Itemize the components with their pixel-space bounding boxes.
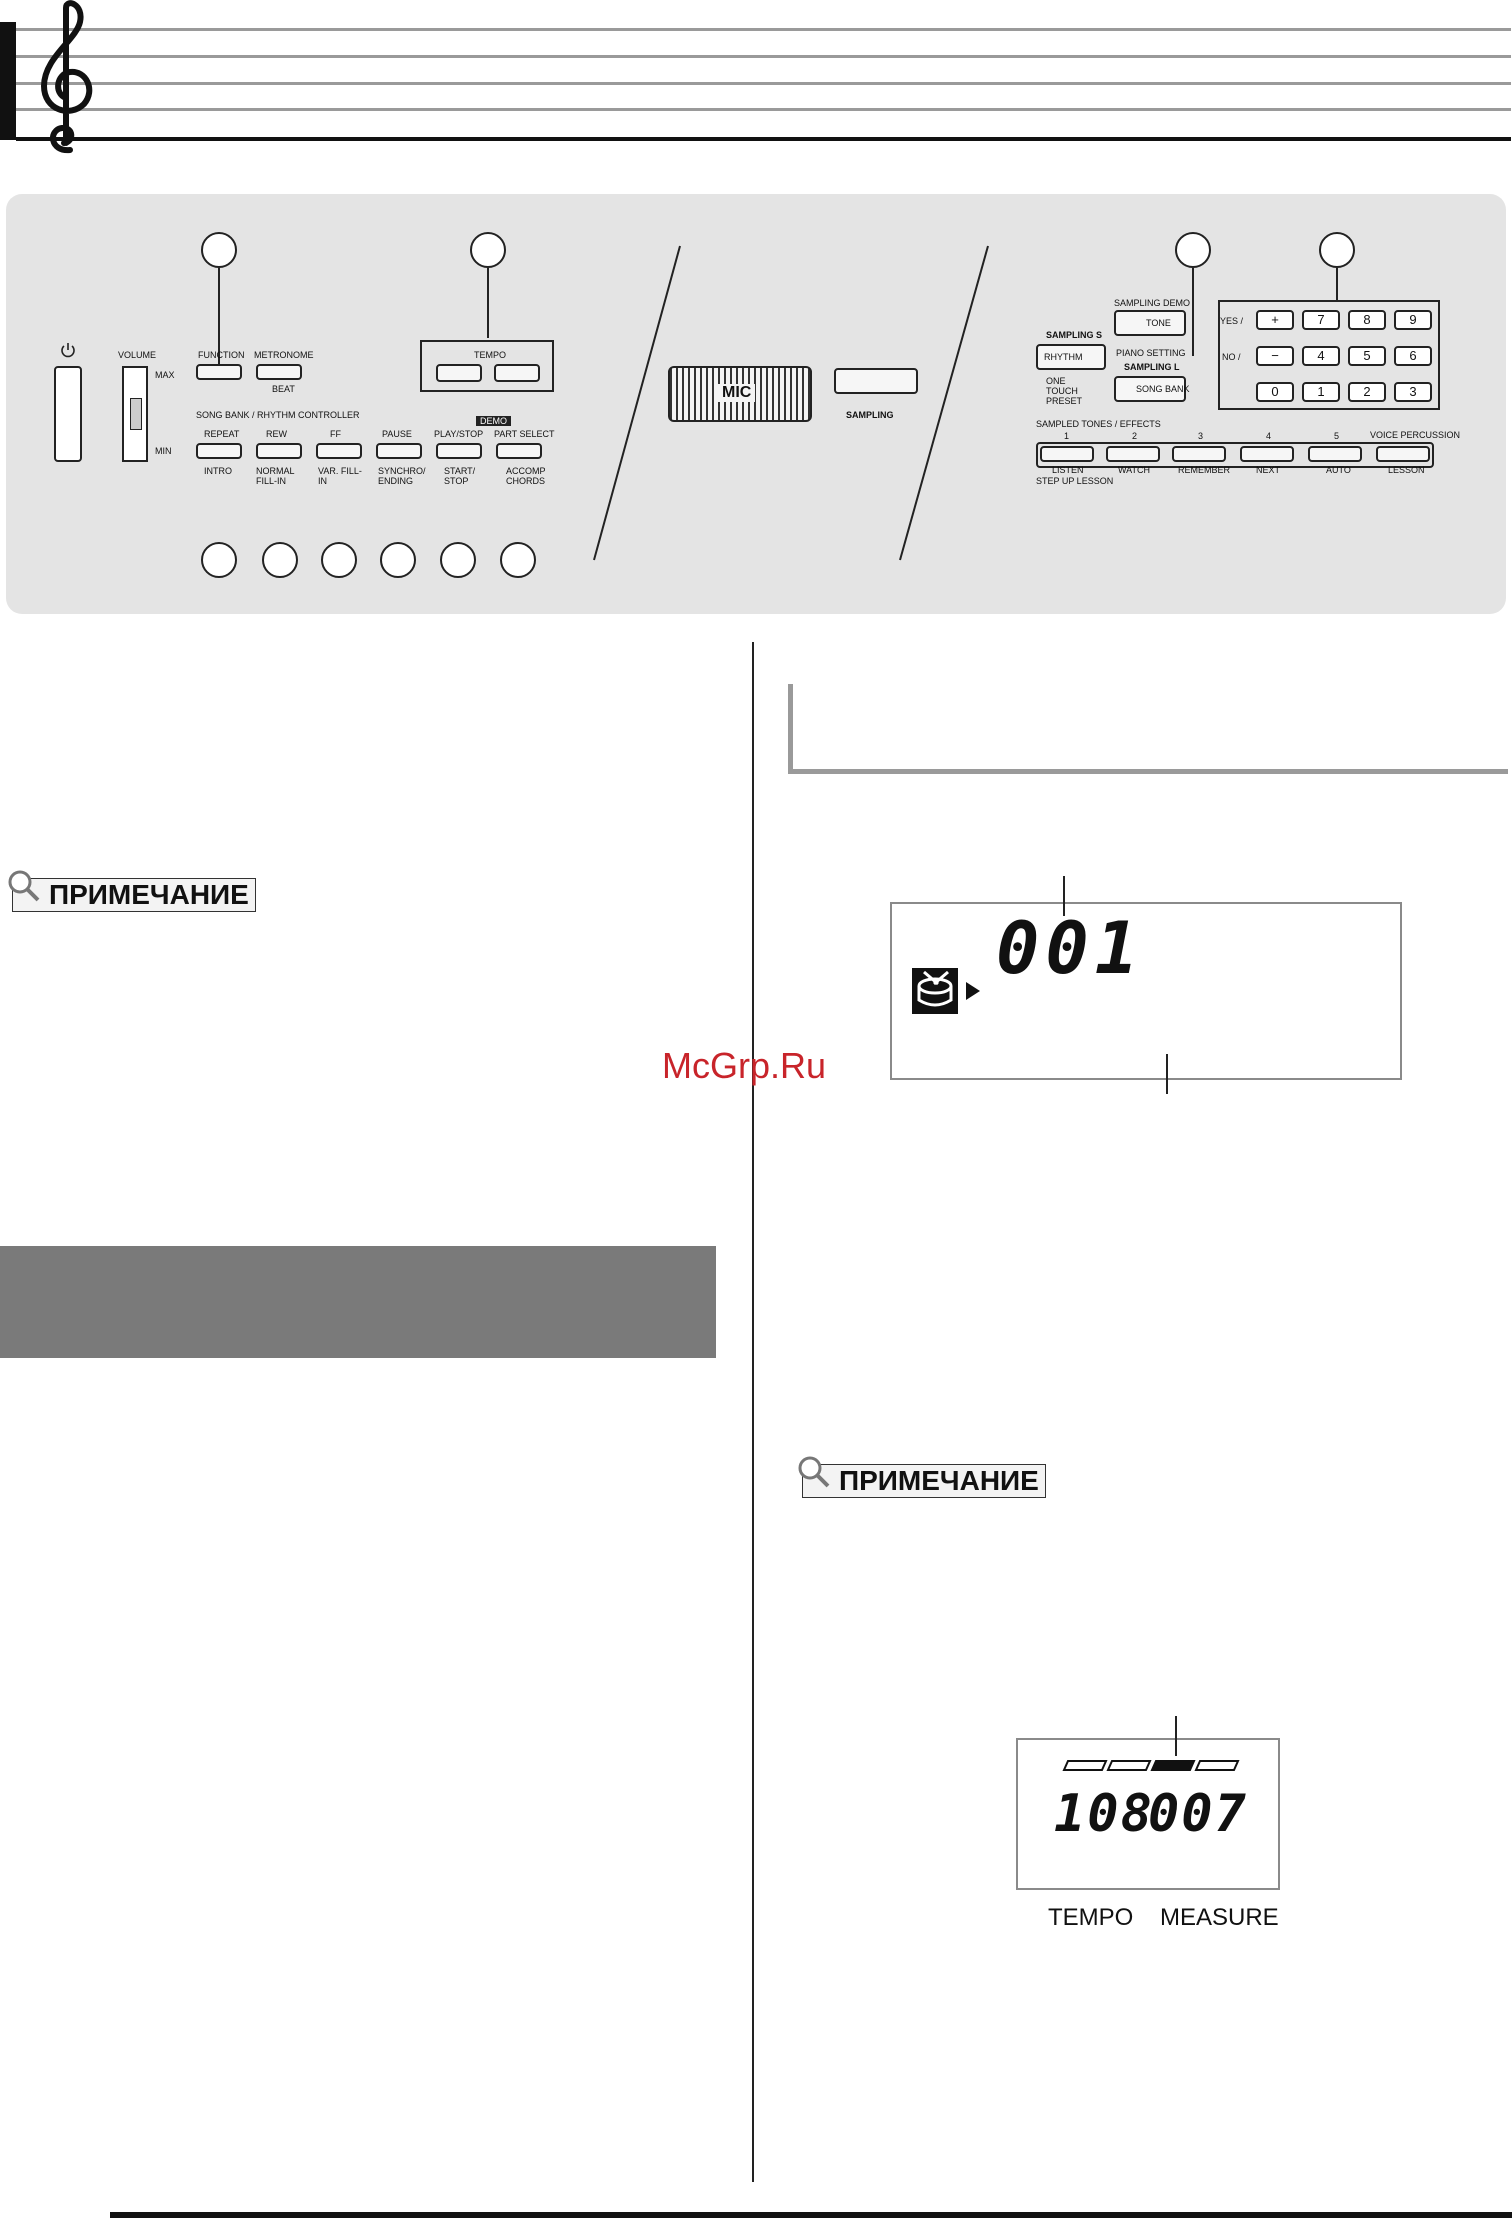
sampling-label: SAMPLING [846, 410, 894, 420]
magnifier-icon [794, 1452, 834, 1492]
pause-label: PAUSE [382, 429, 412, 439]
callout-circle [380, 542, 416, 578]
callout-circle [321, 542, 357, 578]
watermark-text: McGrp.Ru [662, 1045, 827, 1086]
callout-circle [201, 232, 237, 268]
tempo-label: TEMPO [474, 350, 507, 360]
keypad-2-key[interactable]: 2 [1348, 382, 1386, 402]
lesson-label: LESSON [1388, 465, 1425, 475]
rhythm-label: RHYTHM [1044, 352, 1083, 362]
keypad-8-key[interactable]: 8 [1348, 310, 1386, 330]
beat-indicator-icon [1062, 1758, 1242, 1774]
leader-line [1175, 1716, 1177, 1756]
staff-line [16, 55, 1511, 58]
keypad-1-key[interactable]: 1 [1302, 382, 1340, 402]
auto-label: AUTO [1326, 465, 1351, 475]
note-heading-2: ПРИМЕЧАНИЕ [802, 1464, 1046, 1498]
sampling-l-label: SAMPLING L [1124, 362, 1180, 372]
callout-circle [1319, 232, 1355, 268]
voice-percussion-label: VOICE PERCUSSION [1370, 430, 1461, 440]
magnifier-icon [4, 866, 44, 906]
column-divider [752, 642, 754, 2182]
callout-circle [1175, 232, 1211, 268]
keypad-3-key[interactable]: 3 [1394, 382, 1432, 402]
intro-label: INTRO [204, 466, 232, 476]
no-label: NO / [1222, 352, 1241, 362]
tempo-value-readout: 108 [1054, 1784, 1154, 1844]
synchro-ending-label: SYNCHRO/ ENDING [378, 466, 426, 486]
mic-label: MIC [718, 384, 755, 402]
sampled-num-5: 5 [1334, 431, 1340, 441]
beat-label: BEAT [272, 384, 295, 394]
footer-rule [110, 2212, 1512, 2218]
sampled-button-1[interactable] [1040, 446, 1094, 462]
normal-fill-in-label: NORMAL FILL-IN [256, 466, 295, 486]
sampled-button-4[interactable] [1240, 446, 1294, 462]
callout-circle [440, 542, 476, 578]
sampled-button-3[interactable] [1172, 446, 1226, 462]
sampled-num-4: 4 [1266, 431, 1272, 441]
accomp-chords-label: ACCOMP CHORDS [506, 466, 546, 486]
keypad-6-key[interactable]: 6 [1394, 346, 1432, 366]
tone-label: TONE [1146, 318, 1171, 328]
sampled-button-2[interactable] [1106, 446, 1160, 462]
callout-circle [201, 542, 237, 578]
keypad-9-key[interactable]: 9 [1394, 310, 1432, 330]
listen-label: LISTEN [1052, 465, 1084, 475]
sampled-button-6[interactable] [1376, 446, 1430, 462]
power-icon [60, 342, 76, 358]
staff-bottom-line [16, 137, 1511, 141]
sampled-tones-effects-label: SAMPLED TONES / EFFECTS [1036, 419, 1161, 429]
tempo-up-button[interactable] [494, 364, 540, 382]
pause-button[interactable] [376, 443, 422, 459]
part-select-label: PART SELECT [494, 429, 555, 439]
remember-label: REMEMBER [1178, 465, 1231, 475]
sampling-button[interactable] [834, 368, 918, 394]
drum-icon [910, 966, 986, 1016]
step-up-lesson-label: STEP UP LESSON [1036, 476, 1114, 486]
start-stop-label: START/ STOP [444, 466, 476, 486]
tempo-down-button[interactable] [436, 364, 482, 382]
callout-circle [262, 542, 298, 578]
tempo-caption: TEMPO [1048, 1904, 1134, 1931]
watch-label: WATCH [1118, 465, 1150, 475]
sampled-num-2: 2 [1132, 431, 1138, 441]
song-bank-label: SONG BANK [1136, 384, 1190, 394]
leader-line [1166, 1054, 1168, 1094]
song-bank-controller-label: SONG BANK / RHYTHM CONTROLLER [196, 410, 360, 420]
volume-slider[interactable] [122, 366, 148, 462]
volume-max-label: MAX [155, 370, 175, 380]
callout-circle [470, 232, 506, 268]
metronome-button[interactable] [256, 364, 302, 380]
rew-label: REW [266, 429, 287, 439]
demo-label: DEMO [476, 416, 511, 426]
sampled-button-5[interactable] [1308, 446, 1362, 462]
ff-button[interactable] [316, 443, 362, 459]
power-button[interactable] [54, 366, 82, 462]
leader-line [1336, 268, 1338, 302]
staff-line [16, 82, 1511, 85]
leader-line [487, 268, 489, 338]
rew-button[interactable] [256, 443, 302, 459]
function-button[interactable] [196, 364, 242, 380]
yes-label: YES / [1220, 316, 1244, 326]
one-touch-preset-label: ONE TOUCH PRESET [1046, 376, 1083, 406]
keypad-4-key[interactable]: 4 [1302, 346, 1340, 366]
keypad-plus-key[interactable]: + [1256, 310, 1294, 330]
measure-value-readout: 007 [1148, 1784, 1248, 1844]
ff-label: FF [330, 429, 341, 439]
section-heading-frame [788, 684, 1508, 774]
next-label: NEXT [1256, 465, 1281, 475]
sampled-tones-row [1036, 442, 1434, 468]
repeat-label: REPEAT [204, 429, 240, 439]
play-stop-label: PLAY/STOP [434, 429, 484, 439]
callout-circle [500, 542, 536, 578]
volume-min-label: MIN [155, 446, 172, 456]
metronome-label: METRONOME [254, 350, 314, 360]
sampled-num-1: 1 [1064, 431, 1070, 441]
var-fill-in-label: VAR. FILL-IN [318, 466, 362, 486]
function-label: FUNCTION [198, 350, 245, 360]
keypad-5-key[interactable]: 5 [1348, 346, 1386, 366]
play-stop-button[interactable] [436, 443, 482, 459]
keypad-minus-key[interactable]: − [1256, 346, 1294, 366]
note-heading-1: ПРИМЕЧАНИЕ [12, 878, 256, 912]
repeat-button[interactable] [196, 443, 242, 459]
staff-line [16, 108, 1511, 111]
volume-label: VOLUME [118, 350, 157, 360]
treble-clef-icon [30, 0, 100, 160]
measure-caption: MEASURE [1160, 1904, 1279, 1931]
header-black-bar [0, 22, 16, 140]
sampling-s-label: SAMPLING S [1046, 330, 1103, 340]
sampling-demo-label: SAMPLING DEMO [1114, 298, 1191, 308]
leader-line [1192, 268, 1194, 356]
part-select-button[interactable] [496, 443, 542, 459]
keypad-0-key[interactable]: 0 [1256, 382, 1294, 402]
piano-setting-label: PIANO SETTING [1116, 348, 1186, 358]
gray-section-bar [0, 1246, 716, 1358]
lcd-number-readout: 001 [996, 906, 1145, 990]
sampled-num-3: 3 [1198, 431, 1204, 441]
staff-line [16, 28, 1511, 31]
keypad-7-key[interactable]: 7 [1302, 310, 1340, 330]
